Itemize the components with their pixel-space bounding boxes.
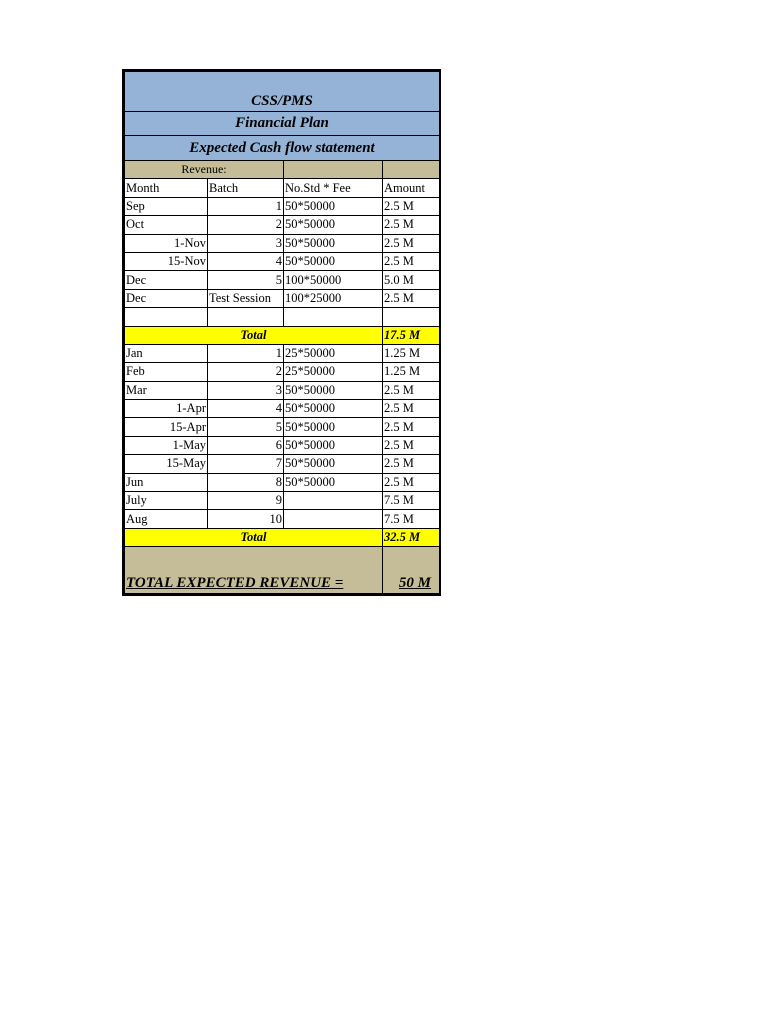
fee-cell: 100*25000	[284, 289, 383, 307]
batch-cell: 1	[208, 344, 284, 362]
table-row	[125, 510, 440, 528]
table-row	[125, 216, 440, 234]
table-row	[125, 271, 440, 289]
month-cell: Aug	[125, 510, 208, 528]
column-header-row	[125, 179, 440, 197]
grand-total-row	[125, 547, 440, 594]
amount-cell: 1.25 M	[383, 344, 440, 362]
amount-cell: 2.5 M	[383, 234, 440, 252]
month-cell: Dec	[125, 289, 208, 307]
month-cell: 1-Nov	[125, 234, 208, 252]
month-cell: 1-Apr	[125, 400, 208, 418]
section2-total-row	[125, 528, 440, 546]
batch-cell	[208, 308, 284, 326]
column-header-batch: Batch	[208, 179, 284, 197]
batch-cell: 2	[208, 216, 284, 234]
amount-cell: 2.5 M	[383, 400, 440, 418]
month-cell: Jan	[125, 344, 208, 362]
amount-cell	[383, 308, 440, 326]
fee-cell: 25*50000	[284, 363, 383, 381]
batch-cell: Test Session	[208, 289, 284, 307]
amount-cell: 2.5 M	[383, 418, 440, 436]
revenue-blank-cell	[284, 161, 383, 179]
batch-cell: 4	[208, 400, 284, 418]
section1-total-label: Total	[125, 326, 383, 344]
revenue-label: Revenue:	[125, 161, 284, 179]
batch-cell: 7	[208, 455, 284, 473]
table-row	[125, 197, 440, 215]
revenue-label-row	[125, 161, 440, 179]
amount-cell: 2.5 M	[383, 381, 440, 399]
fee-cell	[284, 492, 383, 510]
month-cell: Sep	[125, 197, 208, 215]
month-cell: 15-Nov	[125, 252, 208, 270]
amount-cell: 2.5 M	[383, 216, 440, 234]
amount-cell: 2.5 M	[383, 197, 440, 215]
table-row	[125, 418, 440, 436]
fee-cell: 50*50000	[284, 252, 383, 270]
subtitle-row-2	[125, 136, 440, 161]
table-row	[125, 473, 440, 491]
column-header-month: Month	[125, 179, 208, 197]
table-row	[125, 289, 440, 307]
batch-cell: 9	[208, 492, 284, 510]
month-cell: Dec	[125, 271, 208, 289]
table-row	[125, 400, 440, 418]
table-row	[125, 344, 440, 362]
fee-cell	[284, 308, 383, 326]
fee-cell: 50*50000	[284, 418, 383, 436]
financial-plan-sheet	[122, 69, 441, 596]
title-css-pms: CSS/PMS	[125, 72, 440, 112]
month-cell: Mar	[125, 381, 208, 399]
title-financial-plan: Financial Plan	[125, 112, 440, 136]
batch-cell: 2	[208, 363, 284, 381]
month-cell: 1-May	[125, 436, 208, 454]
batch-cell: 6	[208, 436, 284, 454]
grand-total-amount: 50 M	[383, 547, 440, 594]
fee-cell: 50*50000	[284, 216, 383, 234]
fee-cell: 50*50000	[284, 234, 383, 252]
table-row	[125, 436, 440, 454]
amount-cell: 2.5 M	[383, 252, 440, 270]
batch-cell: 10	[208, 510, 284, 528]
revenue-blank-cell	[383, 161, 440, 179]
amount-cell: 2.5 M	[383, 473, 440, 491]
amount-cell: 5.0 M	[383, 271, 440, 289]
column-header-fee: No.Std * Fee	[284, 179, 383, 197]
month-cell: 15-Apr	[125, 418, 208, 436]
title-cash-flow-statement: Expected Cash flow statement	[125, 136, 440, 161]
amount-cell: 2.5 M	[383, 455, 440, 473]
month-cell: Oct	[125, 216, 208, 234]
batch-cell: 5	[208, 271, 284, 289]
table-row	[125, 363, 440, 381]
section2-total-label: Total	[125, 528, 383, 546]
month-cell: July	[125, 492, 208, 510]
fee-cell: 100*50000	[284, 271, 383, 289]
subtitle-row	[125, 112, 440, 136]
fee-cell: 50*50000	[284, 473, 383, 491]
cash-flow-table	[124, 71, 440, 594]
amount-cell: 2.5 M	[383, 289, 440, 307]
amount-cell: 7.5 M	[383, 492, 440, 510]
amount-cell: 1.25 M	[383, 363, 440, 381]
batch-cell: 1	[208, 197, 284, 215]
fee-cell: 50*50000	[284, 436, 383, 454]
batch-cell: 3	[208, 234, 284, 252]
batch-cell: 5	[208, 418, 284, 436]
month-cell: Feb	[125, 363, 208, 381]
section2-total-amount: 32.5 M	[383, 528, 440, 546]
batch-cell: 8	[208, 473, 284, 491]
table-row	[125, 455, 440, 473]
amount-cell: 2.5 M	[383, 436, 440, 454]
fee-cell: 50*50000	[284, 400, 383, 418]
table-row	[125, 252, 440, 270]
table-row	[125, 492, 440, 510]
month-cell: Jun	[125, 473, 208, 491]
fee-cell: 50*50000	[284, 197, 383, 215]
column-header-amount: Amount	[383, 179, 440, 197]
batch-cell: 4	[208, 252, 284, 270]
title-row	[125, 72, 440, 112]
fee-cell: 50*50000	[284, 381, 383, 399]
grand-total-label: TOTAL EXPECTED REVENUE =	[125, 547, 383, 594]
table-row	[125, 381, 440, 399]
month-cell: 15-May	[125, 455, 208, 473]
fee-cell: 50*50000	[284, 455, 383, 473]
table-row	[125, 308, 440, 326]
section1-total-row	[125, 326, 440, 344]
month-cell	[125, 308, 208, 326]
section1-total-amount: 17.5 M	[383, 326, 440, 344]
amount-cell: 7.5 M	[383, 510, 440, 528]
table-row	[125, 234, 440, 252]
fee-cell	[284, 510, 383, 528]
fee-cell: 25*50000	[284, 344, 383, 362]
batch-cell: 3	[208, 381, 284, 399]
